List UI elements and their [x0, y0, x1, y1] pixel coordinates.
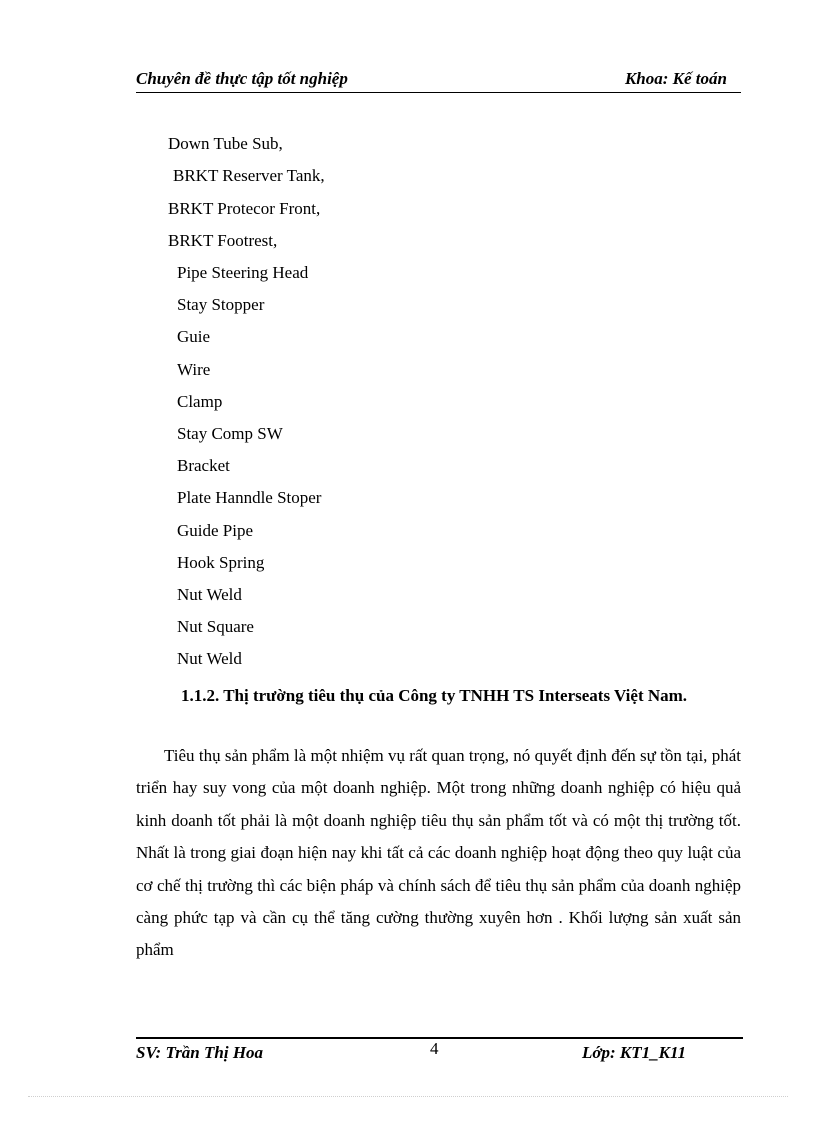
list-item: Plate Hanndle Stoper [177, 488, 322, 507]
footer-class: Lớp: KT1_K11 [582, 1043, 687, 1062]
header-department: Khoa: Kế toán [624, 69, 727, 88]
list-item: Stay Stopper [177, 295, 265, 314]
header-title: Chuyên đề thực tập tốt nghiệp [136, 69, 348, 88]
list-item: Pipe Steering Head [177, 263, 309, 282]
page-header [136, 68, 741, 93]
list-item: BRKT Footrest, [168, 231, 278, 250]
list-item: Nut Square [177, 617, 254, 636]
list-item: Nut Weld [177, 649, 242, 668]
list-item: Guie [177, 327, 211, 346]
list-item: Wire [177, 360, 211, 379]
list-item: Hook Spring [177, 553, 265, 572]
list-item: BRKT Reserver Tank, [173, 166, 325, 185]
list-item: Nut Weld [177, 585, 242, 604]
list-item: Stay Comp SW [177, 424, 283, 443]
list-item: Clamp [177, 392, 223, 411]
list-item: Down Tube Sub, [168, 134, 283, 153]
footer-student: SV: Trần Thị Hoa [136, 1043, 264, 1062]
page-bottom-border [28, 1096, 788, 1097]
page-number: 4 [430, 1039, 439, 1058]
list-item: Guide Pipe [177, 521, 254, 540]
body-paragraph: Tiêu thụ sản phẩm là một nhiệm vụ rất quan trọng, nó quyết định đến sự tồn tại, phát triển hay suy vong của một doanh nghiệp. Một trong những doanh nghiệp có hiệu quả kinh doanh tốt phải là một doanh nghiệp tiêu thụ sản phẩm tốt và có một thị trường tốt. Nhất là trong giai đoạn hiện nay khi tất cả các doanh nghiệp hoạt động theo quy luật của cơ chế thị trường thì các biện pháp và chính sách để tiêu thụ sản phẩm của doanh nghiệp càng phức tạp và cần cụ thể tăng cường thường xuyên hơn . Khối lượng sản xuất sản phẩm [136, 746, 741, 960]
list-item: BRKT Protecor Front, [168, 199, 321, 218]
footer-divider [136, 1037, 743, 1039]
list-item: Bracket [177, 456, 230, 475]
section-heading: 1.1.2. Thị trường tiêu thụ của Công ty TNHH TS Interseats Việt Nam. [181, 686, 688, 705]
